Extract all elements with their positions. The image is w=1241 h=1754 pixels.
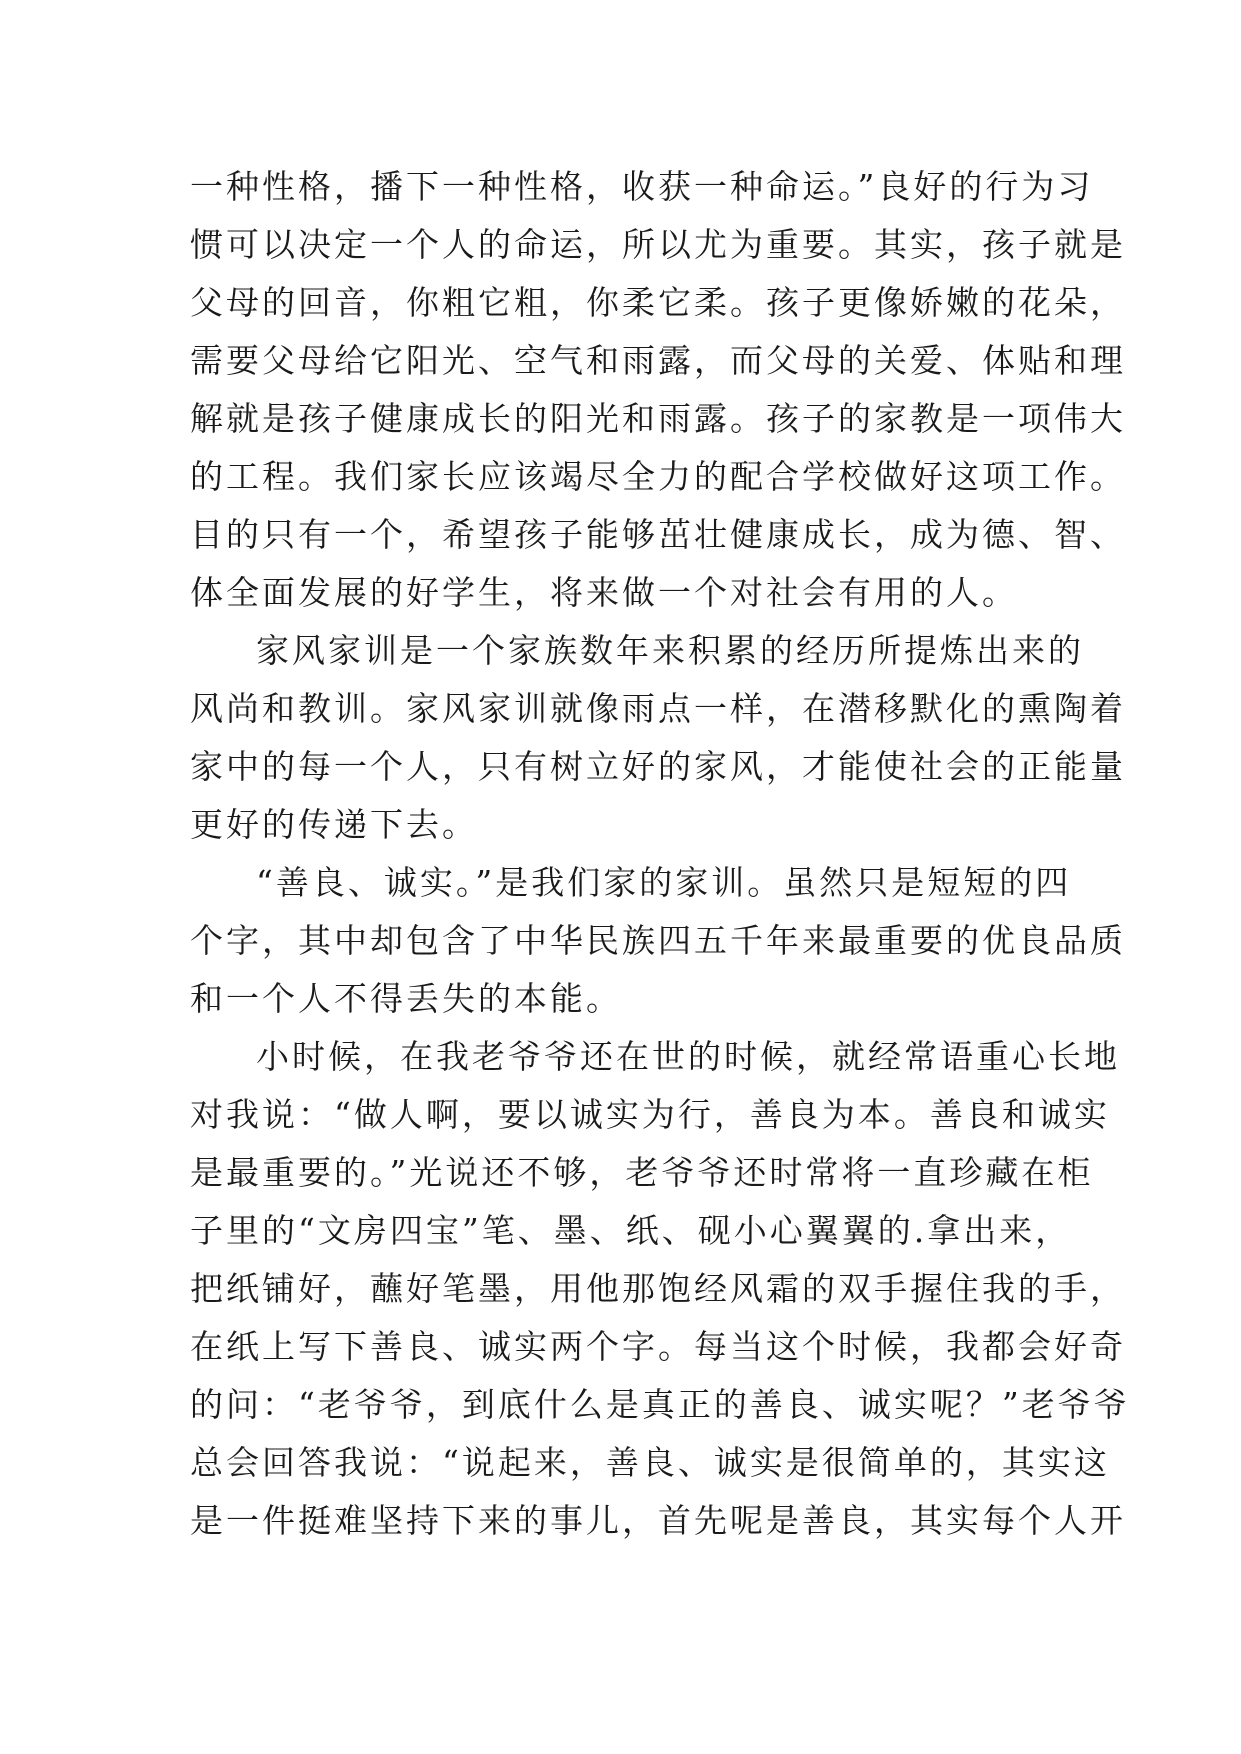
document-body bbox=[190, 158, 1130, 1550]
text-line: 把纸铺好，蘸好笔墨，用他那饱经风霜的双手握住我的手， bbox=[190, 1269, 1126, 1308]
text-line: 惯可以决定一个人的命运，所以尤为重要。其实，孩子就是 bbox=[190, 225, 1126, 264]
text-line: 在纸上写下善良、诚实两个字。每当这个时候，我都会好奇 bbox=[190, 1327, 1126, 1366]
text-line: 更好的传递下去。 bbox=[190, 805, 478, 844]
text-line: 解就是孩子健康成长的阳光和雨露。孩子的家教是一项伟大 bbox=[190, 399, 1126, 438]
paragraph-3 bbox=[190, 854, 1126, 1028]
text-line: 风尚和教训。家风家训就像雨点一样，在潜移默化的熏陶着 bbox=[190, 689, 1126, 728]
text-line: 对我说：“做人啊，要以诚实为行，善良为本。善良和诚实 bbox=[190, 1095, 1110, 1134]
text-line: 子里的“文房四宝”笔、墨、纸、砚小心翼翼的.拿出来， bbox=[190, 1211, 1072, 1250]
text-line: 总会回答我说：“说起来，善良、诚实是很简单的，其实这 bbox=[190, 1443, 1110, 1482]
text-line: 是一件挺难坚持下来的事儿，首先呢是善良，其实每个人开 bbox=[190, 1501, 1126, 1540]
text-line: 体全面发展的好学生，将来做一个对社会有用的人。 bbox=[190, 573, 1018, 612]
text-line: 和一个人不得丢失的本能。 bbox=[190, 979, 622, 1018]
text-line: 个字，其中却包含了中华民族四五千年来最重要的优良品质 bbox=[190, 921, 1126, 960]
paragraph-1 bbox=[190, 158, 1126, 622]
text-line: 家中的每一个人，只有树立好的家风，才能使社会的正能量 bbox=[190, 747, 1126, 786]
text-line: 一种性格，播下一种性格，收获一种命运。”良好的行为习 bbox=[190, 167, 1094, 206]
text-line: 目的只有一个，希望孩子能够茁壮健康成长，成为德、智、 bbox=[190, 515, 1126, 554]
text-line: 父母的回音，你粗它粗，你柔它柔。孩子更像娇嫩的花朵， bbox=[190, 283, 1126, 322]
paragraph-2 bbox=[190, 622, 1126, 854]
text-line: 的工程。我们家长应该竭尽全力的配合学校做好这项工作。 bbox=[190, 457, 1126, 496]
text-line: 需要父母给它阳光、空气和雨露，而父母的关爱、体贴和理 bbox=[190, 341, 1126, 380]
text-line: 的问：“老爷爷，到底什么是真正的善良、诚实呢？”老爷爷 bbox=[190, 1385, 1130, 1424]
text-line: 小时候，在我老爷爷还在世的时候，就经常语重心长地 bbox=[256, 1037, 1120, 1076]
text-line: 是最重要的。”光说还不够，老爷爷还时常将一直珍藏在柜 bbox=[190, 1153, 1094, 1192]
text-line: “善良、诚实。”是我们家的家训。虽然只是短短的四 bbox=[256, 863, 1072, 902]
paragraph-4 bbox=[190, 1028, 1130, 1550]
text-line: 家风家训是一个家族数年来积累的经历所提炼出来的 bbox=[256, 631, 1084, 670]
